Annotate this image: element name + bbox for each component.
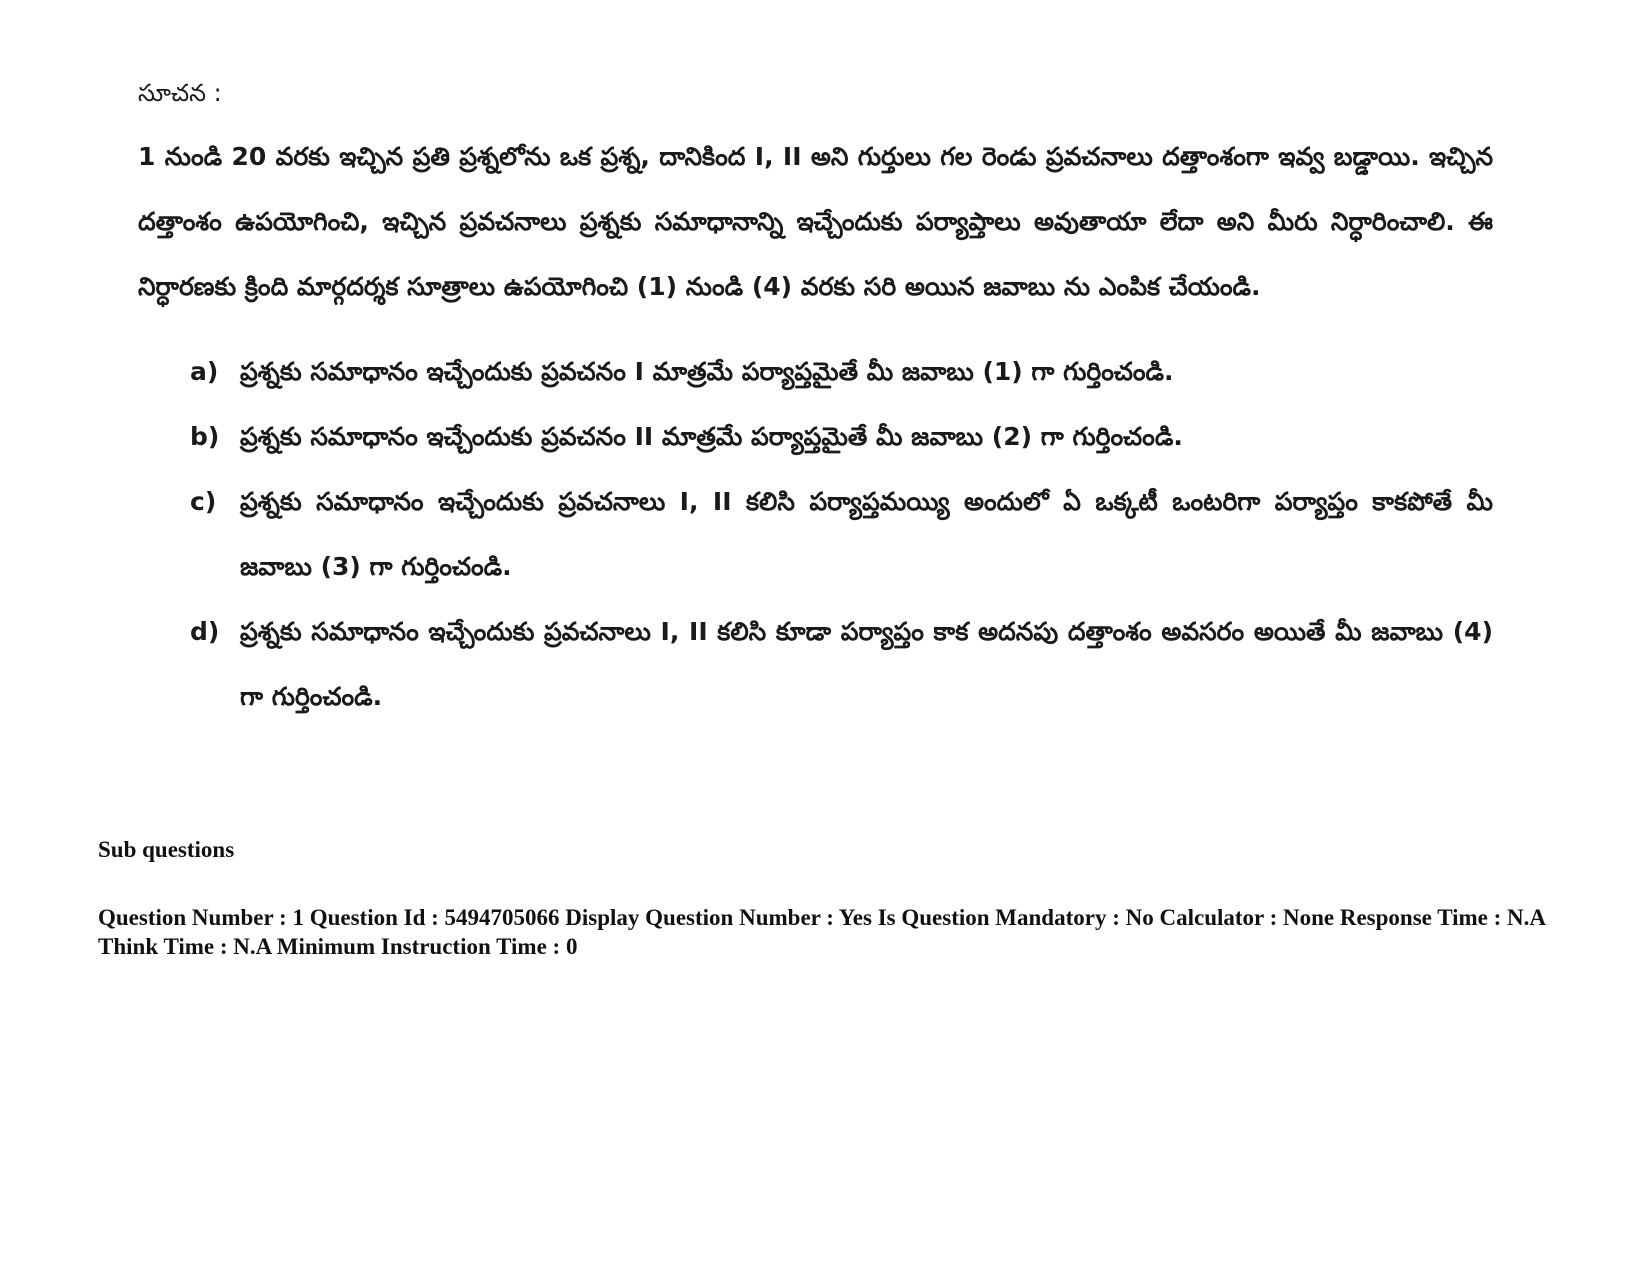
rule-marker: c) <box>190 487 217 516</box>
rule-item-b <box>190 404 1493 469</box>
rule-text: ప్రశ్నకు సమాధానం ఇచ్చేందుకు ప్రవచనాలు I, II కలిసి పర్యాప్తమయ్యి అందులో ఏ ఒక్కటీ ఒంటరిగా పర్యాప్తం కాకపోతే మీ జవాబు (3) గా గుర్తించండి. <box>240 487 1493 581</box>
rule-marker: d) <box>190 617 220 646</box>
instruction-heading: సూచన : <box>138 79 222 107</box>
rule-text: ప్రశ్నకు సమాధానం ఇచ్చేందుకు ప్రవచనం I మాత్రమే పర్యాప్తమైతే మీ జవాబు (1) గా గుర్తించండి. <box>240 357 1174 386</box>
rule-item-c <box>190 469 1493 599</box>
rules-list <box>138 339 1493 729</box>
rule-text: ప్రశ్నకు సమాధానం ఇచ్చేందుకు ప్రవచనం II మాత్రమే పర్యాప్తమైతే మీ జవాబు (2) గా గుర్తించండి. <box>240 422 1183 451</box>
sub-questions-label: Sub questions <box>98 837 235 862</box>
rule-marker: b) <box>190 422 220 451</box>
rule-marker: a) <box>190 357 219 386</box>
rule-item-a <box>190 339 1493 404</box>
question-meta: Question Number : 1 Question Id : 5494705066 Display Question Number : Yes Is Question Mandatory : No Calculator : None Response Time : N.A Think Time : N.A Minimum Instruction Time : 0 <box>98 905 1545 959</box>
instruction-block <box>138 78 1493 729</box>
rule-item-d <box>190 599 1493 729</box>
rule-text: ప్రశ్నకు సమాధానం ఇచ్చేందుకు ప్రవచనాలు I, II కలిసి కూడా పర్యాప్తం కాక అదనపు దత్తాంశం అవసరం అయితే మీ జవాబు (4) గా గుర్తించండి. <box>240 617 1493 711</box>
instruction-paragraph: 1 నుండి 20 వరకు ఇచ్చిన ప్రతి ప్రశ్నలోను ఒక ప్రశ్న, దానికింద I, II అని గుర్తులు గల రెండు ప్రవచనాలు దత్తాంశంగా ఇవ్వ బడ్డాయి. ఇచ్చిన దత్తాంశం ఉపయోగించి, ఇచ్చిన ప్రవచనాలు ప్రశ్నకు సమాధానాన్ని ఇచ్చేందుకు పర్యాప్తాలు అవుతాయా లేదా అని మీరు నిర్ధారించాలి. ఈ నిర్ధారణకు క్రింది మార్గదర్శక సూత్రాలు ఉపయోగించి (1) నుండి (4) వరకు సరి అయిన జవాబు ను ఎంపిక చేయండి. <box>138 142 1493 301</box>
